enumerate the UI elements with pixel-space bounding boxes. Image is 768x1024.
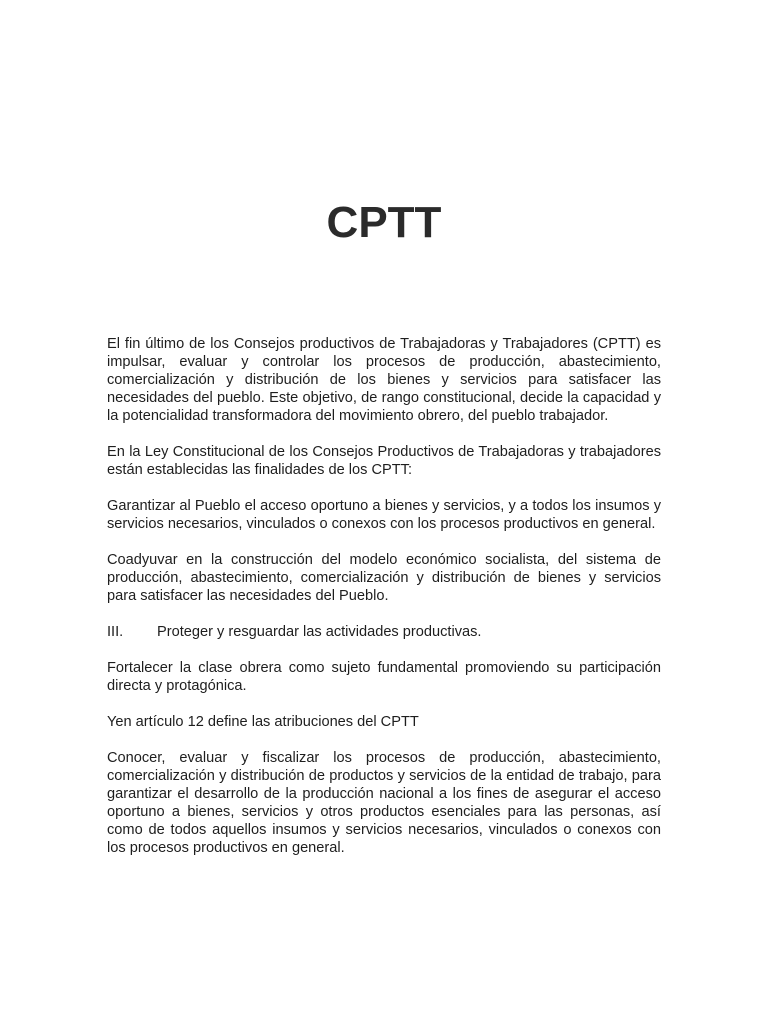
list-item-protect bbox=[107, 623, 661, 641]
paragraph-article-12: Yen artículo 12 define las atribuciones del CPTT bbox=[107, 714, 419, 730]
paragraph-goal-access: Garantizar al Pueblo el acceso oportuno a bienes y servicios, y a todos los insumos y servicios necesarios, vinculados o conexos con los procesos productivos en general. bbox=[107, 498, 661, 532]
paragraph-law-reference: En la Ley Constitucional de los Consejos Productivos de Trabajadoras y trabajadores están establecidas las finalidades de los CPTT: bbox=[107, 444, 661, 478]
list-item-text: Proteger y resguardar las actividades productivas. bbox=[157, 624, 482, 640]
document-title: CPTT bbox=[326, 198, 442, 247]
document-body bbox=[107, 335, 661, 875]
list-item-number: III. bbox=[107, 624, 124, 640]
paragraph-goal-strengthen: Fortalecer la clase obrera como sujeto fundamental promoviendo su participación directa y protagónica. bbox=[107, 660, 661, 694]
paragraph-intro: El fin último de los Consejos productivos de Trabajadoras y Trabajadores (CPTT) es impulsar, evaluar y controlar los procesos de producción, abastecimiento, comercialización y distribución de los bienes y servicios para satisfacer las necesidades del pueblo. Este objetivo, de rango constitucional, decide la capacidad y la potencialidad transformadora del movimiento obrero, del pueblo trabajador. bbox=[107, 336, 661, 424]
paragraph-goal-socialist-model: Coadyuvar en la construcción del modelo económico socialista, del sistema de producción, abastecimiento, comercialización y distribución de bienes y servicios para satisfacer las necesidades del Pueblo. bbox=[107, 552, 661, 604]
paragraph-attribution-know: Conocer, evaluar y fiscalizar los procesos de producción, abastecimiento, comercialización y distribución de productos y servicios de la entidad de trabajo, para garantizar el desarrollo de la producción nacional a los fines de asegurar el acceso oportuno a bienes, servicios y otros productos esenciales para las personas, así como de todos aquellos insumos y servicios necesarios, vinculados o conexos con los procesos productivos en general. bbox=[107, 750, 661, 856]
